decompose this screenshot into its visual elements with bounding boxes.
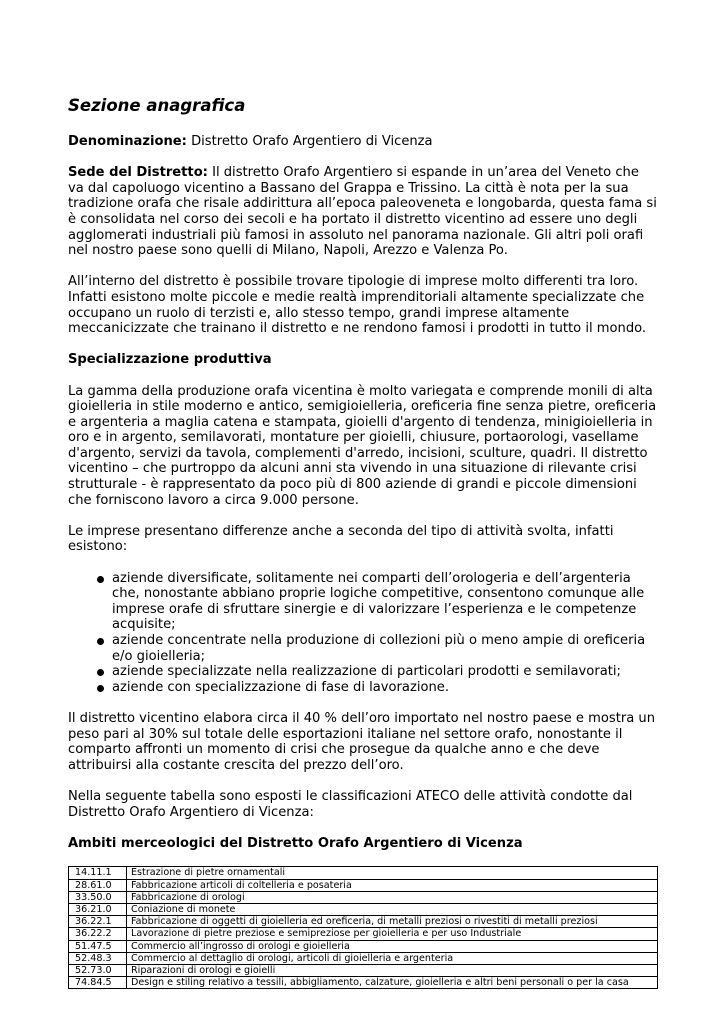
ateco-description: Design e stiling relativo a tessili, abbigliamento, calzature, gioielleria e altri beni personali o per la casa	[127, 977, 658, 989]
ateco-description: Commercio al dettaglio di orologi, articoli di gioielleria e argenteria	[127, 952, 658, 964]
ateco-code: 14.11.1	[69, 867, 127, 879]
ateco-description: Fabbricazione di oggetti di gioielleria ed oreficeria, di metalli preziosi o rivestiti di metalli preziosi	[127, 916, 658, 928]
ateco-code: 52.48.3	[69, 952, 127, 964]
ateco-code: 33.50.0	[69, 891, 127, 903]
list-item-text: aziende concentrate nella produzione di collezioni più o meno ampie di oreficeria e/o gioielleria;	[112, 633, 646, 664]
table-title: Ambiti merceologici del Distretto Orafo Argentiero di Vicenza	[68, 835, 523, 851]
list-item	[68, 571, 658, 633]
ateco-description: Fabbricazione articoli di coltelleria e posateria	[127, 879, 658, 891]
document-page	[68, 96, 658, 989]
sede-label: Sede del Distretto:	[68, 165, 208, 181]
table-row	[69, 928, 658, 940]
list-item-text: aziende specializzate nella realizzazione di particolari prodotti e semilavorati;	[112, 664, 621, 680]
table-row	[69, 879, 658, 891]
paragraph-interno: All’interno del distretto è possibile trovare tipologie di imprese molto differenti tra loro. Infatti esistono molte piccole e medie realtà imprenditoriali altamente specializzate che occupano un ruolo di terzisti e, allo stesso tempo, grandi imprese altamente meccanicizzate che trainano il distretto e ne rendono famosi i prodotti in tutto il mondo.	[68, 274, 647, 337]
table-row	[69, 940, 658, 952]
ateco-code: 52.73.0	[69, 964, 127, 976]
ateco-code: 36.21.0	[69, 903, 127, 915]
bullet-icon	[97, 576, 104, 583]
bullet-icon	[97, 685, 104, 692]
list-item	[68, 664, 658, 680]
specializzazione-heading: Specializzazione produttiva	[68, 352, 272, 368]
paragraph-imprese: Le imprese presentano differenze anche a seconda del tipo di attività svolta, infatti esistono:	[68, 523, 614, 555]
list-item-text: aziende diversificate, solitamente nei comparti dell’orologeria e dell’argenteria che, nonostante abbiano proprie logiche competitive, consentono comunque alle imprese orafe di sfruttare sinergie e di valorizzare l’esperienza e le competenze acquisite;	[112, 570, 645, 633]
bullet-icon	[97, 669, 104, 676]
denominazione-paragraph	[68, 134, 658, 150]
ateco-description: Coniazione di monete	[127, 903, 658, 915]
denominazione-value: Distretto Orafo Argentiero di Vicenza	[186, 134, 433, 149]
table-row	[69, 977, 658, 989]
ateco-description: Estrazione di pietre ornamentali	[127, 867, 658, 879]
sede-paragraph	[68, 165, 658, 259]
table-row	[69, 891, 658, 903]
list-item	[68, 680, 658, 696]
ateco-code: 36.22.2	[69, 928, 127, 940]
ateco-code: 51.47.5	[69, 940, 127, 952]
list-item-text: aziende con specializzazione di fase di lavorazione.	[112, 679, 449, 695]
paragraph-tabella: Nella seguente tabella sono esposti le classificazioni ATECO delle attività condotte dal Distretto Orafo Argentiero di Vicenza:	[68, 788, 633, 820]
ateco-description: Commercio all’ingrosso di orologi e gioielleria	[127, 940, 658, 952]
ateco-description: Riparazioni di orologi e gioielli	[127, 964, 658, 976]
paragraph-oro: Il distretto vicentino elabora circa il 40 % dell’oro importato nel nostro paese e mostra un peso pari al 30% sul totale delle esportazioni italiane nel settore orafo, nonostante il comparto affronti un momento di crisi che prosegue da qualche anno e che deve attribuirsi alla costante crescita del prezzo dell’oro.	[68, 710, 656, 773]
bullet-icon	[97, 638, 104, 645]
ateco-description: Lavorazione di pietre preziose e semipreziose per gioielleria e per uso Industriale	[127, 928, 658, 940]
ateco-code: 74.84.5	[69, 977, 127, 989]
ateco-description: Fabbricazione di orologi	[127, 891, 658, 903]
sede-text: Il distretto Orafo Argentiero si espande in un’area del Veneto che va dal capoluogo vicentino a Bassano del Grappa e Trissino. La città è nota per la sua tradizione orafa che risale addirittura all’epoca paleoveneta e longobarda, questa fama si è consolidata nel corso dei secoli e ha portato il distretto vicentino ad essere uno degli agglomerati industriali più famosi in assoluto nel panorama nazionale. Gli altri poli orafi nel nostro paese sono quelli di Milano, Napoli, Arezzo e Valenza Po.	[68, 165, 657, 259]
paragraph-gamma: La gamma della produzione orafa vicentina è molto variegata e comprende monili di alta gioielleria in stile moderno e antico, semigioielleria, oreficeria fine senza pietre, oreficeria e argenteria a maglia catena e stampata, gioielli d'argento di tendenza, minigioielleria in oro e in argento, semilavorati, montature per gioielli, chiusure, portaorologi, vasellame d'argento, servizi da tavola, complementi d'arredo, incisioni, sculture, quadri. Il distretto vicentino – che purtroppo da alcuni anni sta vivendo in una situazione di rilevante crisi strutturale - è rappresentato da poco più di 800 aziende di grandi e piccole dimensioni che forniscono lavoro a circa 9.000 persone.	[68, 383, 657, 508]
denominazione-label: Denominazione:	[68, 134, 187, 149]
list-item	[68, 633, 658, 664]
table-row	[69, 867, 658, 879]
ateco-code: 36.22.1	[69, 916, 127, 928]
ateco-code: 28.61.0	[69, 879, 127, 891]
table-row	[69, 916, 658, 928]
table-row	[69, 952, 658, 964]
imprese-list	[68, 571, 658, 696]
ateco-table	[68, 866, 658, 989]
table-row	[69, 964, 658, 976]
table-row	[69, 903, 658, 915]
section-title: Sezione anagrafica	[68, 96, 246, 115]
